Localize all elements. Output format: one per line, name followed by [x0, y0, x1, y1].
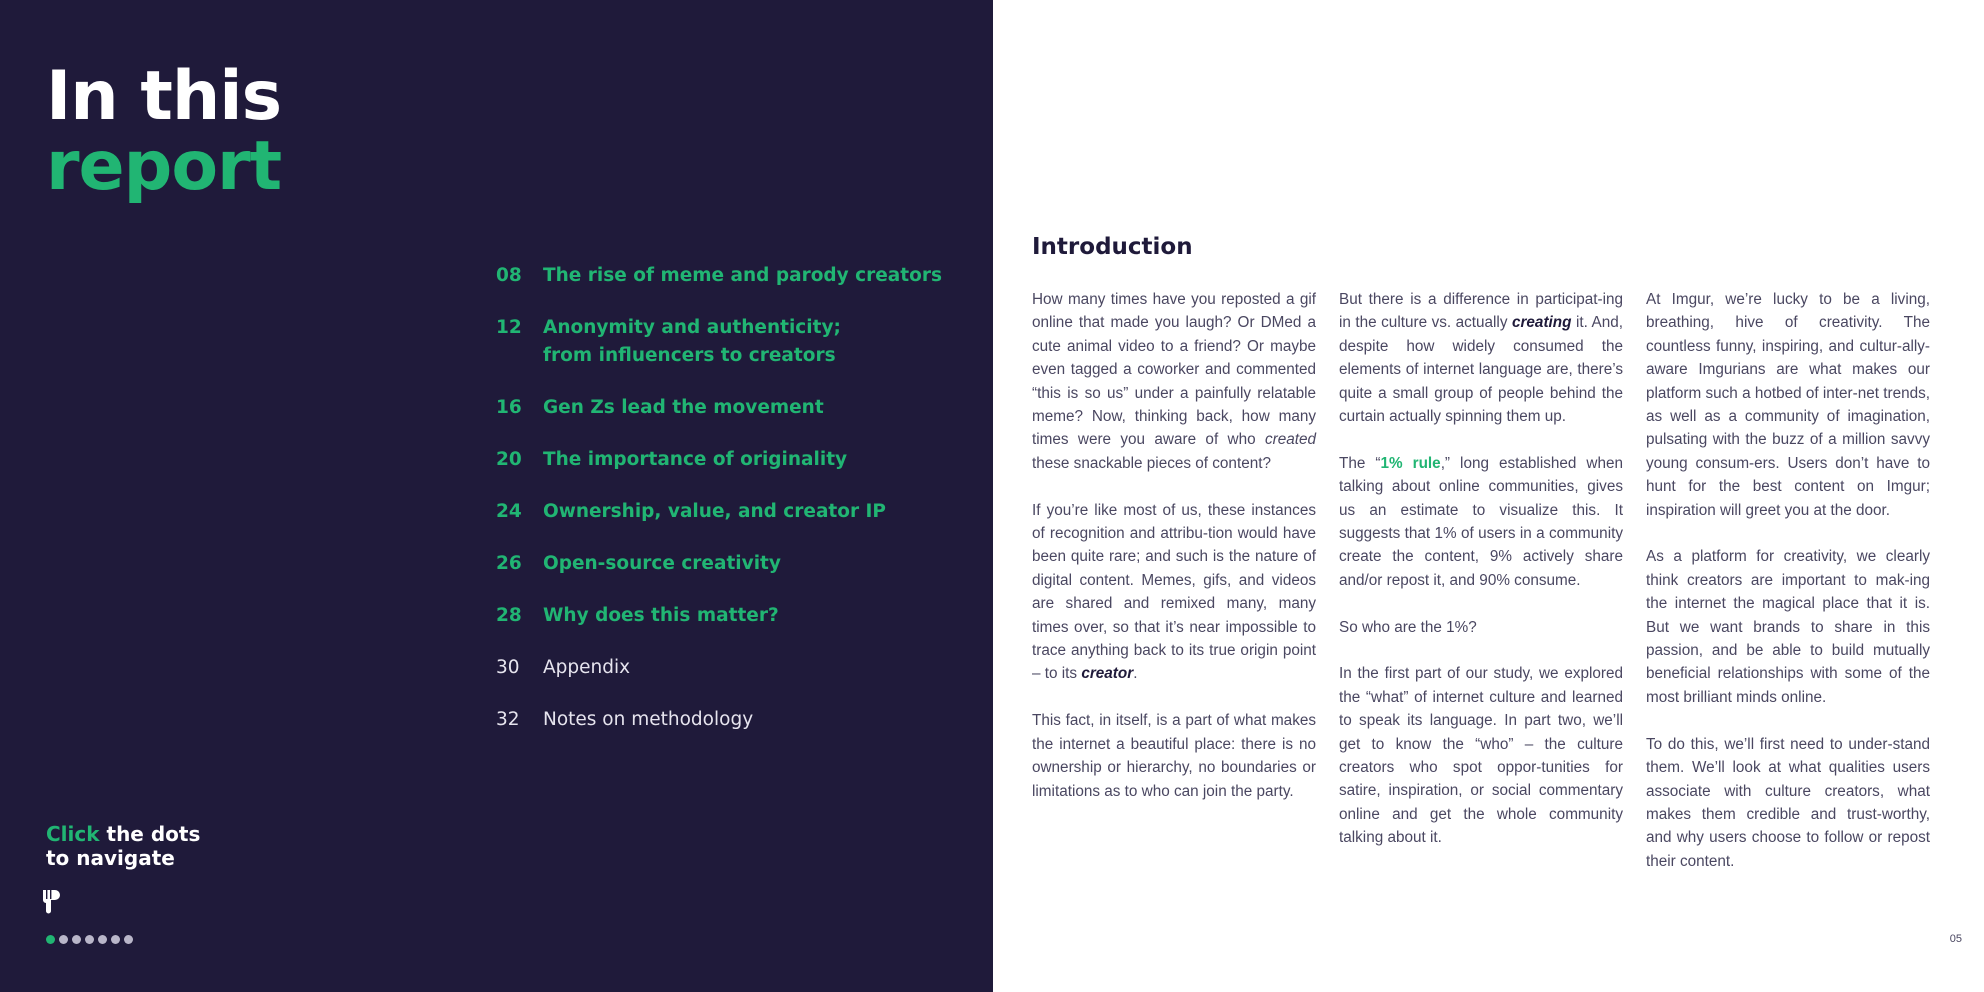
page-number: 05 — [1949, 933, 1962, 945]
page-dots — [46, 935, 133, 944]
toc-page-number: 26 — [496, 553, 522, 574]
title-line-1: In this — [46, 57, 282, 136]
intro-paragraph — [1032, 499, 1316, 686]
navigation-hint — [46, 822, 200, 870]
nav-hint-text-2: to navigate — [46, 846, 175, 870]
text-run: The “ — [1339, 454, 1381, 472]
nav-dot[interactable] — [59, 935, 68, 944]
toc-item[interactable] — [496, 654, 966, 682]
nav-hint-click: Click — [46, 822, 100, 846]
intro-paragraph: This fact, in itself, is a part of what makes the internet a beautiful place: there is no ownership or hierarchy, no boundaries or limitations as to who can join the party. — [1032, 712, 1316, 800]
table-of-contents — [496, 262, 966, 758]
text-run: But there is a difference in participat-ing in the culture vs. actually — [1339, 291, 1623, 332]
intro-paragraph: To do this, we’ll first need to under-stand them. We’ll look at what qualities users associate with culture creators, what makes them credible and trust-worthy, and why users choose to follow or repost their content. — [1646, 735, 1930, 870]
toc-label: The importance of originality — [543, 449, 848, 470]
toc-page-number: 32 — [496, 709, 520, 730]
toc-label: Anonymity and authenticity; from influencers to creators — [543, 317, 841, 366]
intro-column-1 — [1032, 288, 1316, 826]
intro-paragraph: As a platform for creativity, we clearly think creators are important to mak-ing the internet the magical place that it is. But we want brands to share in this passion, and be able to build mutually beneficial relationships with some of the most brilliant minds online. — [1646, 548, 1930, 706]
intro-paragraph — [1339, 452, 1623, 592]
nav-dot[interactable] — [72, 935, 81, 944]
toc-label: Why does this matter? — [543, 605, 779, 626]
toc-page-number: 30 — [496, 657, 520, 678]
text-run: How many times have you reposted a gif online that made you laugh? Or DMed a cute animal video to a friend? Or maybe even tagged a coworker and commented “this is so us” under a painfully relatable meme? Now, thinking back, how many times were you aware of who — [1032, 291, 1316, 449]
toc-label: Notes on methodology — [543, 709, 754, 730]
toc-item[interactable] — [496, 314, 966, 370]
toc-item[interactable] — [496, 498, 966, 526]
intro-paragraph: So who are the 1%? — [1339, 618, 1477, 636]
text-run: ,” long established when talking about online communities, gives us an estimate to visualize this. It suggests that 1% of users in a community create the content, 9% actively share and/or repost it, and 90% consume. — [1339, 454, 1623, 589]
toc-page-number: 16 — [496, 397, 522, 418]
nav-dot[interactable] — [111, 935, 120, 944]
toc-page-number: 08 — [496, 265, 522, 286]
nav-dot[interactable] — [98, 935, 107, 944]
toc-label: Open-source creativity — [543, 553, 781, 574]
toc-label: Gen Zs lead the movement — [543, 397, 824, 418]
introduction-heading: Introduction — [1032, 234, 1193, 260]
toc-item[interactable] — [496, 602, 966, 630]
nav-dot[interactable] — [46, 935, 55, 944]
title-line-2: report — [46, 127, 282, 206]
text-run: it. And, despite how widely consumed the elements of internet language are, there’s quite a small group of people behind the curtain actually spinning them up. — [1339, 314, 1623, 426]
intro-paragraph: At Imgur, we’re lucky to be a living, breathing, hive of creativity. The countless funny, inspiring, and cultur-ally-aware Imgurians are what makes our platform such a hotbed of inter-net trends, as well as a community of imagination, pulsating with the buzz of a million savvy young consum-ers. Users don’t have to hunt for the best content on Imgur; inspiration will greet you at the door. — [1646, 291, 1931, 519]
nav-dot[interactable] — [85, 935, 94, 944]
emphasis-created: created — [1264, 431, 1316, 449]
toc-item[interactable] — [496, 706, 966, 734]
page-title — [46, 57, 282, 206]
toc-page-number: 28 — [496, 605, 522, 626]
introduction-panel — [993, 0, 1984, 992]
text-run: these snackable pieces of content? — [1032, 454, 1271, 472]
intro-column-3 — [1646, 288, 1930, 897]
text-run: . — [1133, 665, 1138, 683]
intro-paragraph — [1032, 288, 1316, 475]
toc-label: Appendix — [543, 657, 631, 678]
pointing-hand-icon — [40, 887, 62, 915]
text-run: If you’re like most of us, these instances of recognition and attribu-tion would have been quite rare; and such is the nature of digital content. Memes, gifs, and videos are shared and remixed many, many times over, so that it’s near impossible to trace anything back to its true origin point – to its — [1032, 501, 1316, 683]
toc-item[interactable] — [496, 550, 966, 578]
toc-label: The rise of meme and parody creators — [543, 265, 942, 286]
toc-page-number: 20 — [496, 449, 522, 470]
nav-hint-text-1: the dots — [99, 822, 201, 846]
toc-page-number: 24 — [496, 501, 522, 522]
intro-paragraph: In the first part of our study, we explored the “what” of internet culture and learned to speak its language. In part two, we’ll get to know the “who” – the culture creators who spot oppor-tunities for satire, inspiration, or social commentary online and get the whole community talking about it. — [1339, 665, 1623, 847]
nav-dot[interactable] — [124, 935, 133, 944]
toc-item[interactable] — [496, 262, 966, 290]
intro-paragraph — [1339, 288, 1623, 428]
highlight-1-percent-rule: 1% rule — [1380, 454, 1441, 472]
emphasis-creator: creator — [1081, 665, 1134, 683]
toc-page-number: 12 — [496, 317, 522, 338]
emphasis-creating: creating — [1511, 314, 1572, 332]
toc-label: Ownership, value, and creator IP — [543, 501, 886, 522]
intro-column-2 — [1339, 288, 1623, 873]
toc-item[interactable] — [496, 446, 966, 474]
toc-item[interactable] — [496, 394, 966, 422]
